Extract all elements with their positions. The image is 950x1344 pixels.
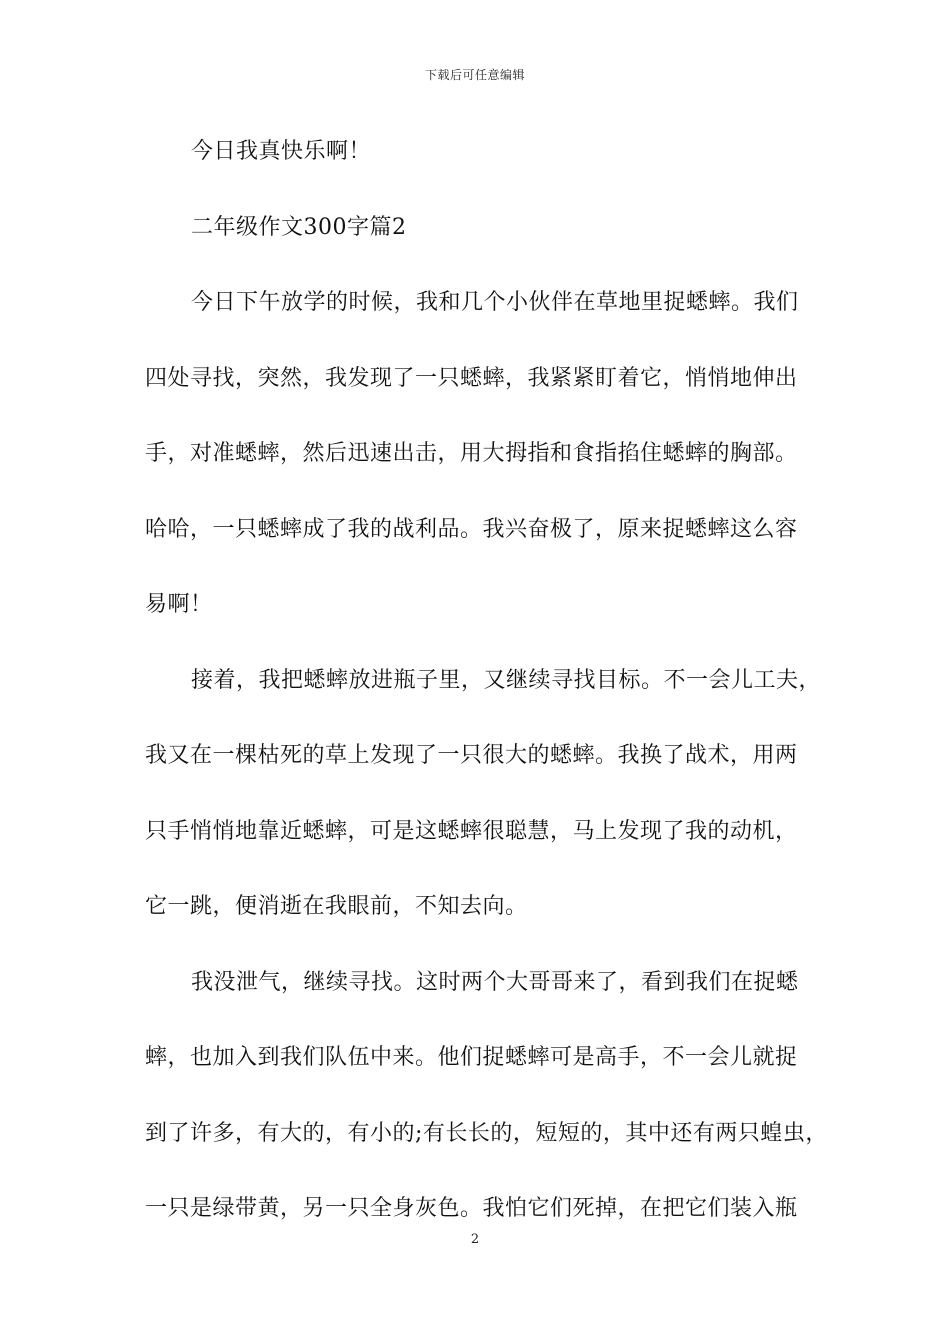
paragraph-line: 我没泄气，继续寻找。这时两个大哥哥来了，看到我们在捉蟋 (191, 969, 799, 995)
paragraph-line: 今日我真快乐啊！ (191, 139, 372, 164)
paragraph-line: 它一跳，便消逝在我眼前，不知去向。 (145, 894, 528, 919)
paragraph-line: 到了许多，有大的，有小的;有长长的，短短的，其中还有两只蝗虫， (145, 1120, 828, 1146)
page-number: 2 (470, 1232, 480, 1247)
paragraph-line: 四处寻找，突然，我发现了一只蟋蟀，我紧紧盯着它，悄悄地伸出 (145, 365, 798, 391)
paragraph-line: 只手悄悄地靠近蟋蟀，可是这蟋蟀很聪慧，马上发现了我的动机， (145, 818, 798, 844)
paragraph-line: 接着，我把蟋蟀放进瓶子里，又继续寻找目标。不一会儿工夫， (191, 667, 822, 693)
paragraph-line: 一只是绿带黄，另一只全身灰色。我怕它们死掉，在把它们装入瓶 (145, 1196, 798, 1221)
section-heading: 二年级作文300字篇2 (191, 214, 407, 240)
paragraph-line: 蟀，也加入到我们队伍中来。他们捉蟋蟀可是高手，不一会儿就捉 (145, 1045, 798, 1070)
page-header-note: 下载后可任意编辑 (424, 68, 525, 82)
paragraph-line: 易啊！ (145, 592, 213, 617)
paragraph-line: 我又在一棵枯死的草上发现了一只很大的蟋蟀。我换了战术，用两 (145, 743, 798, 768)
paragraph-line: 手，对准蟋蟀，然后迅速出击，用大拇指和食指掐住蟋蟀的胸部。 (145, 441, 798, 466)
document-body (145, 128, 828, 1261)
paragraph-line: 今日下午放学的时候，我和几个小伙伴在草地里捉蟋蟀。我们 (191, 290, 799, 315)
paragraph-line: 哈哈，一只蟋蟀成了我的战利品。我兴奋极了，原来捉蟋蟀这么容 (145, 516, 798, 542)
